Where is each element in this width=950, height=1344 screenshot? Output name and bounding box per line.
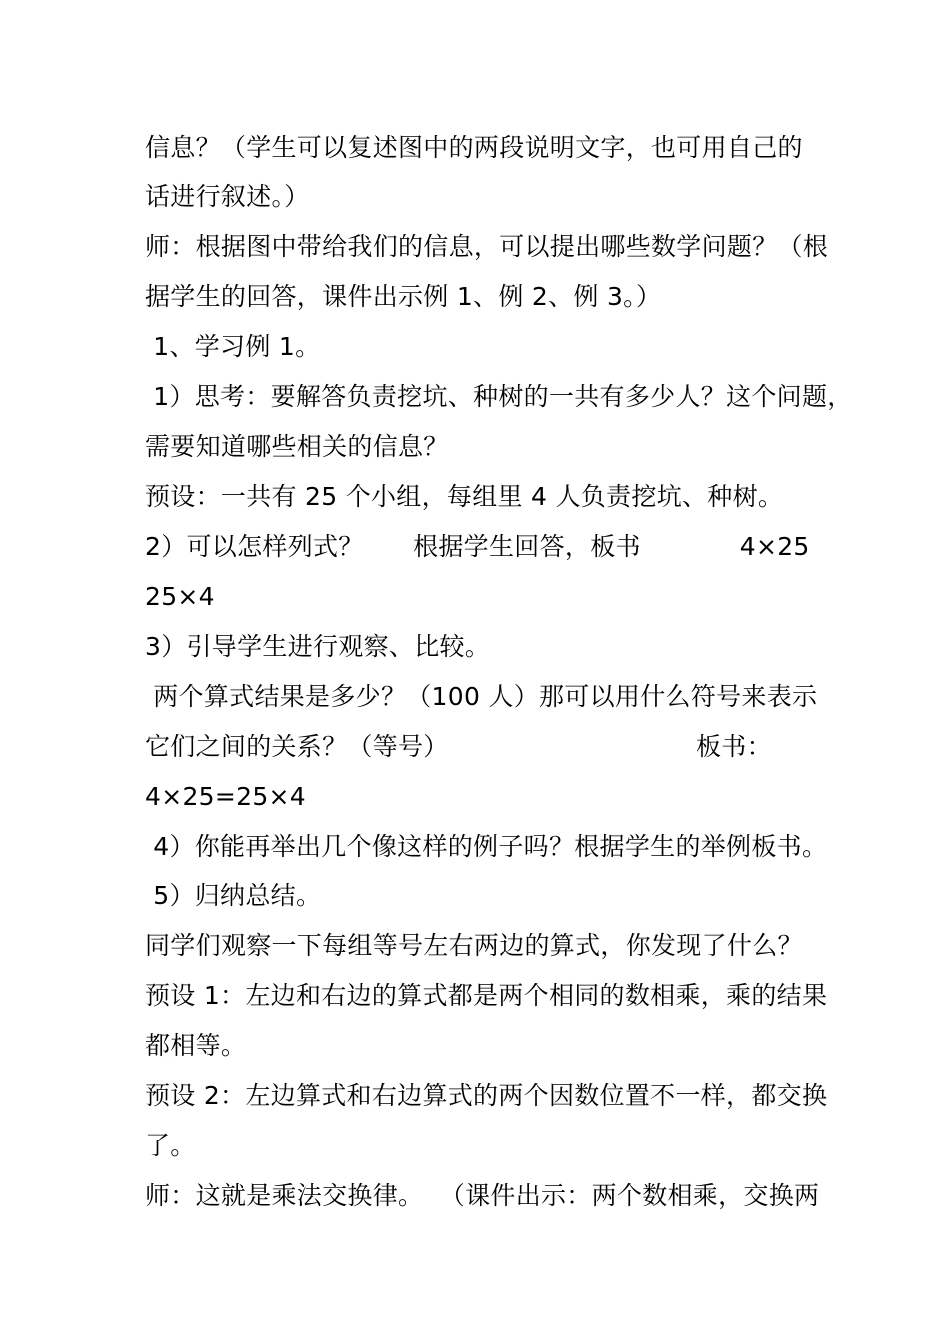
text-line: 4）你能再举出几个像这样的例子吗？根据学生的举例板书。: [145, 832, 828, 861]
text-line: 同学们观察一下每组等号左右两边的算式，你发现了什么？: [145, 931, 803, 960]
text-line: 话进行叙述。）: [145, 182, 310, 211]
text-line: 1、学习例 1。: [145, 332, 321, 361]
text-line: 4×25=25×4: [145, 782, 306, 811]
text-line: 信息？（学生可以复述图中的两段说明文字，也可用自己的: [145, 133, 803, 162]
text-line: 5）归纳总结。: [145, 881, 322, 910]
text-line: 3）引导学生进行观察、比较。: [145, 632, 491, 661]
text-line: 2）可以怎样列式？ 根据学生回答，板书 4×25: [145, 532, 810, 561]
text-line: 它们之间的关系？（等号） 板书：: [145, 732, 772, 761]
text-line: 预设 2：左边算式和右边算式的两个因数位置不一样，都交换: [145, 1081, 828, 1110]
text-line: 据学生的回答，课件出示例 1、例 2、例 3。）: [145, 282, 662, 311]
text-line: 预设 1：左边和右边的算式都是两个相同的数相乘，乘的结果: [145, 981, 828, 1010]
text-line: 师：根据图中带给我们的信息，可以提出哪些数学问题？（根: [145, 232, 829, 261]
text-line: 了。: [145, 1131, 196, 1160]
text-line: 两个算式结果是多少？（100 人）那可以用什么符号来表示: [145, 682, 818, 711]
text-line: 都相等。: [145, 1031, 247, 1060]
text-line: 25×4: [145, 582, 215, 611]
text-line: 预设：一共有 25 个小组，每组里 4 人负责挖坑、种树。: [145, 482, 784, 511]
text-line: 1）思考：要解答负责挖坑、种树的一共有多少人？这个问题，: [145, 382, 853, 411]
text-line: 需要知道哪些相关的信息？: [145, 432, 449, 461]
text-line: 师：这就是乘法交换律。 （课件出示：两个数相乘，交换两: [145, 1181, 820, 1210]
